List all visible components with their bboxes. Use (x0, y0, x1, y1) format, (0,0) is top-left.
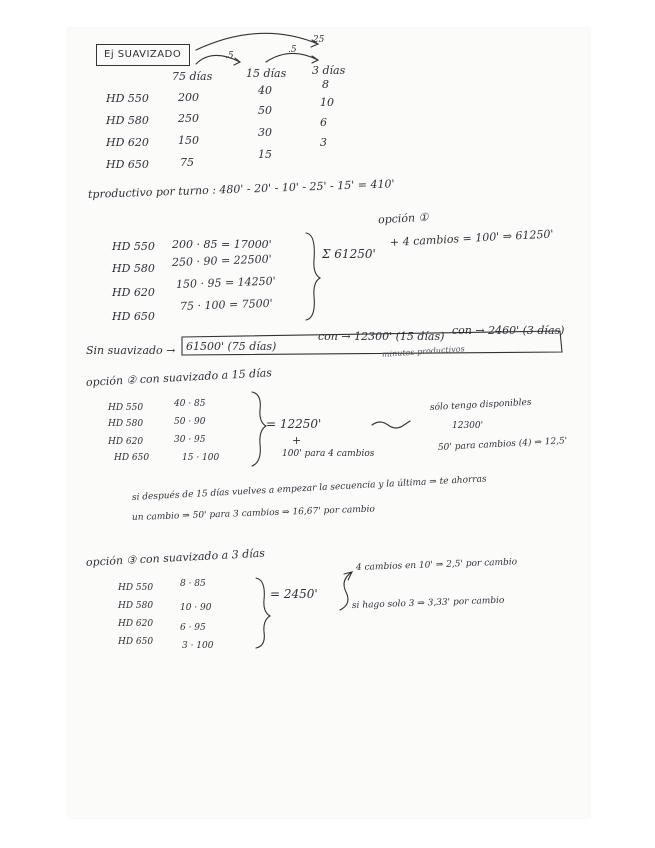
brace-option3 (256, 578, 270, 648)
row-75: 200 (178, 91, 199, 104)
header-3-dias: 3 días (312, 64, 346, 77)
opt3-row-calc: 3 · 100 (182, 641, 214, 651)
opt2-row-calc: 40 · 85 (174, 399, 206, 409)
option2-sentence-2: un cambio ⇒ 50' para 3 cambios ⇒ 16,67' por cambio (131, 504, 376, 523)
row-15: 30 (258, 126, 272, 139)
productive-time-line: tproductivo por turno : 480' - 20' - 10' - 25' - 15' = 410' (87, 177, 395, 201)
opt1-row-calc: 150 · 95 = 14250' (175, 274, 276, 291)
row-name: HD 620 (106, 136, 149, 149)
no-smoothing-label: Sin suavizado → (86, 344, 176, 357)
row-3: 3 (320, 136, 327, 149)
brace-option2 (252, 392, 266, 466)
row-15: 50 (258, 104, 272, 117)
opt2-row-name: HD 650 (114, 453, 150, 463)
header-15-dias: 15 días (246, 67, 287, 80)
opt2-row-calc: 30 · 95 (174, 435, 206, 445)
row-name: HD 580 (106, 114, 149, 127)
option2-label: opción ② con suavizado a 15 días (85, 366, 273, 389)
opt1-row-calc: 250 · 90 = 22500' (171, 252, 272, 269)
option3-result-1: 4 cambios en 10' ⇒ 2,5' por cambio (355, 557, 518, 573)
option2-sentence-1: si después de 15 días vuelves a empezar la secuencia y la última ⇒ te ahorras (131, 474, 487, 503)
opt2-row-name: HD 550 (108, 403, 144, 413)
opt3-row-name: HD 620 (118, 619, 154, 629)
branch-bracket (340, 572, 352, 610)
no-smoothing-3: con → 2460' (3 días) (452, 324, 565, 337)
squiggle-arrow (372, 421, 410, 428)
option1-label: opción ① (377, 210, 429, 227)
page-title: Ej SUAVIZADO (104, 49, 182, 60)
row-15: 15 (258, 148, 272, 161)
opt1-row-name: HD 580 (112, 262, 155, 275)
row-name: HD 650 (106, 158, 149, 171)
arrow-label-a: .5 (225, 51, 234, 61)
option2-total: = 12250' (266, 417, 322, 431)
opt3-row-name: HD 580 (118, 601, 154, 611)
option2-available: sólo tengo disponibles (429, 397, 532, 413)
opt3-row-calc: 8 · 85 (180, 579, 206, 589)
header-75-dias: 75 días (172, 70, 213, 83)
arrow-label-b: .5 (288, 45, 297, 55)
row-3: 10 (320, 96, 334, 109)
opt1-row-name: HD 620 (112, 286, 155, 299)
option2-available-value: 12300' (452, 421, 484, 431)
opt1-row-name: HD 650 (112, 310, 155, 323)
row-75: 75 (180, 156, 194, 169)
row-3: 8 (322, 78, 329, 91)
option3-result-2: si hago solo 3 ⇒ 3,33' por cambio (351, 595, 505, 611)
opt2-row-name: HD 620 (108, 437, 144, 447)
row-15: 40 (258, 84, 272, 97)
row-name: HD 550 (106, 92, 149, 105)
option2-plus: + (292, 434, 302, 447)
opt3-row-name: HD 650 (118, 637, 154, 647)
opt1-row-calc: 200 · 85 = 17000' (172, 238, 272, 251)
option3-total: = 2450' (270, 587, 318, 601)
row-3: 6 (320, 116, 327, 129)
option1-changes: + 4 cambios = 100' ⇒ 61250' (389, 227, 554, 249)
row-75: 250 (178, 112, 199, 125)
opt3-row-calc: 6 · 95 (180, 623, 206, 633)
no-smoothing-15: con → 12300' (15 días) (318, 330, 445, 343)
opt3-row-name: HD 550 (118, 583, 154, 593)
row-75: 150 (178, 134, 199, 147)
opt1-row-name: HD 550 (112, 240, 155, 253)
opt3-row-calc: 10 · 90 (180, 603, 212, 613)
opt1-row-calc: 75 · 100 = 7500' (179, 296, 273, 313)
opt2-row-calc: 50 · 90 (174, 417, 206, 427)
arrow-75-3 (196, 33, 318, 50)
option2-per-change: 50' para cambios (4) ⇒ 12,5' (437, 436, 568, 453)
no-smoothing-75: 61500' (75 días) (186, 340, 277, 353)
brace-option1 (306, 233, 320, 320)
opt2-row-calc: 15 · 100 (182, 453, 220, 463)
arrow-label-c: .25 (310, 35, 325, 45)
option1-sum: Σ 61250' (322, 247, 376, 261)
option3-label: opción ③ con suavizado a 3 días (85, 546, 266, 569)
option2-changes: 100' para 4 cambios (282, 449, 375, 459)
productive-minutes-note: minutos productivos (381, 344, 465, 359)
opt2-row-name: HD 580 (108, 419, 144, 429)
